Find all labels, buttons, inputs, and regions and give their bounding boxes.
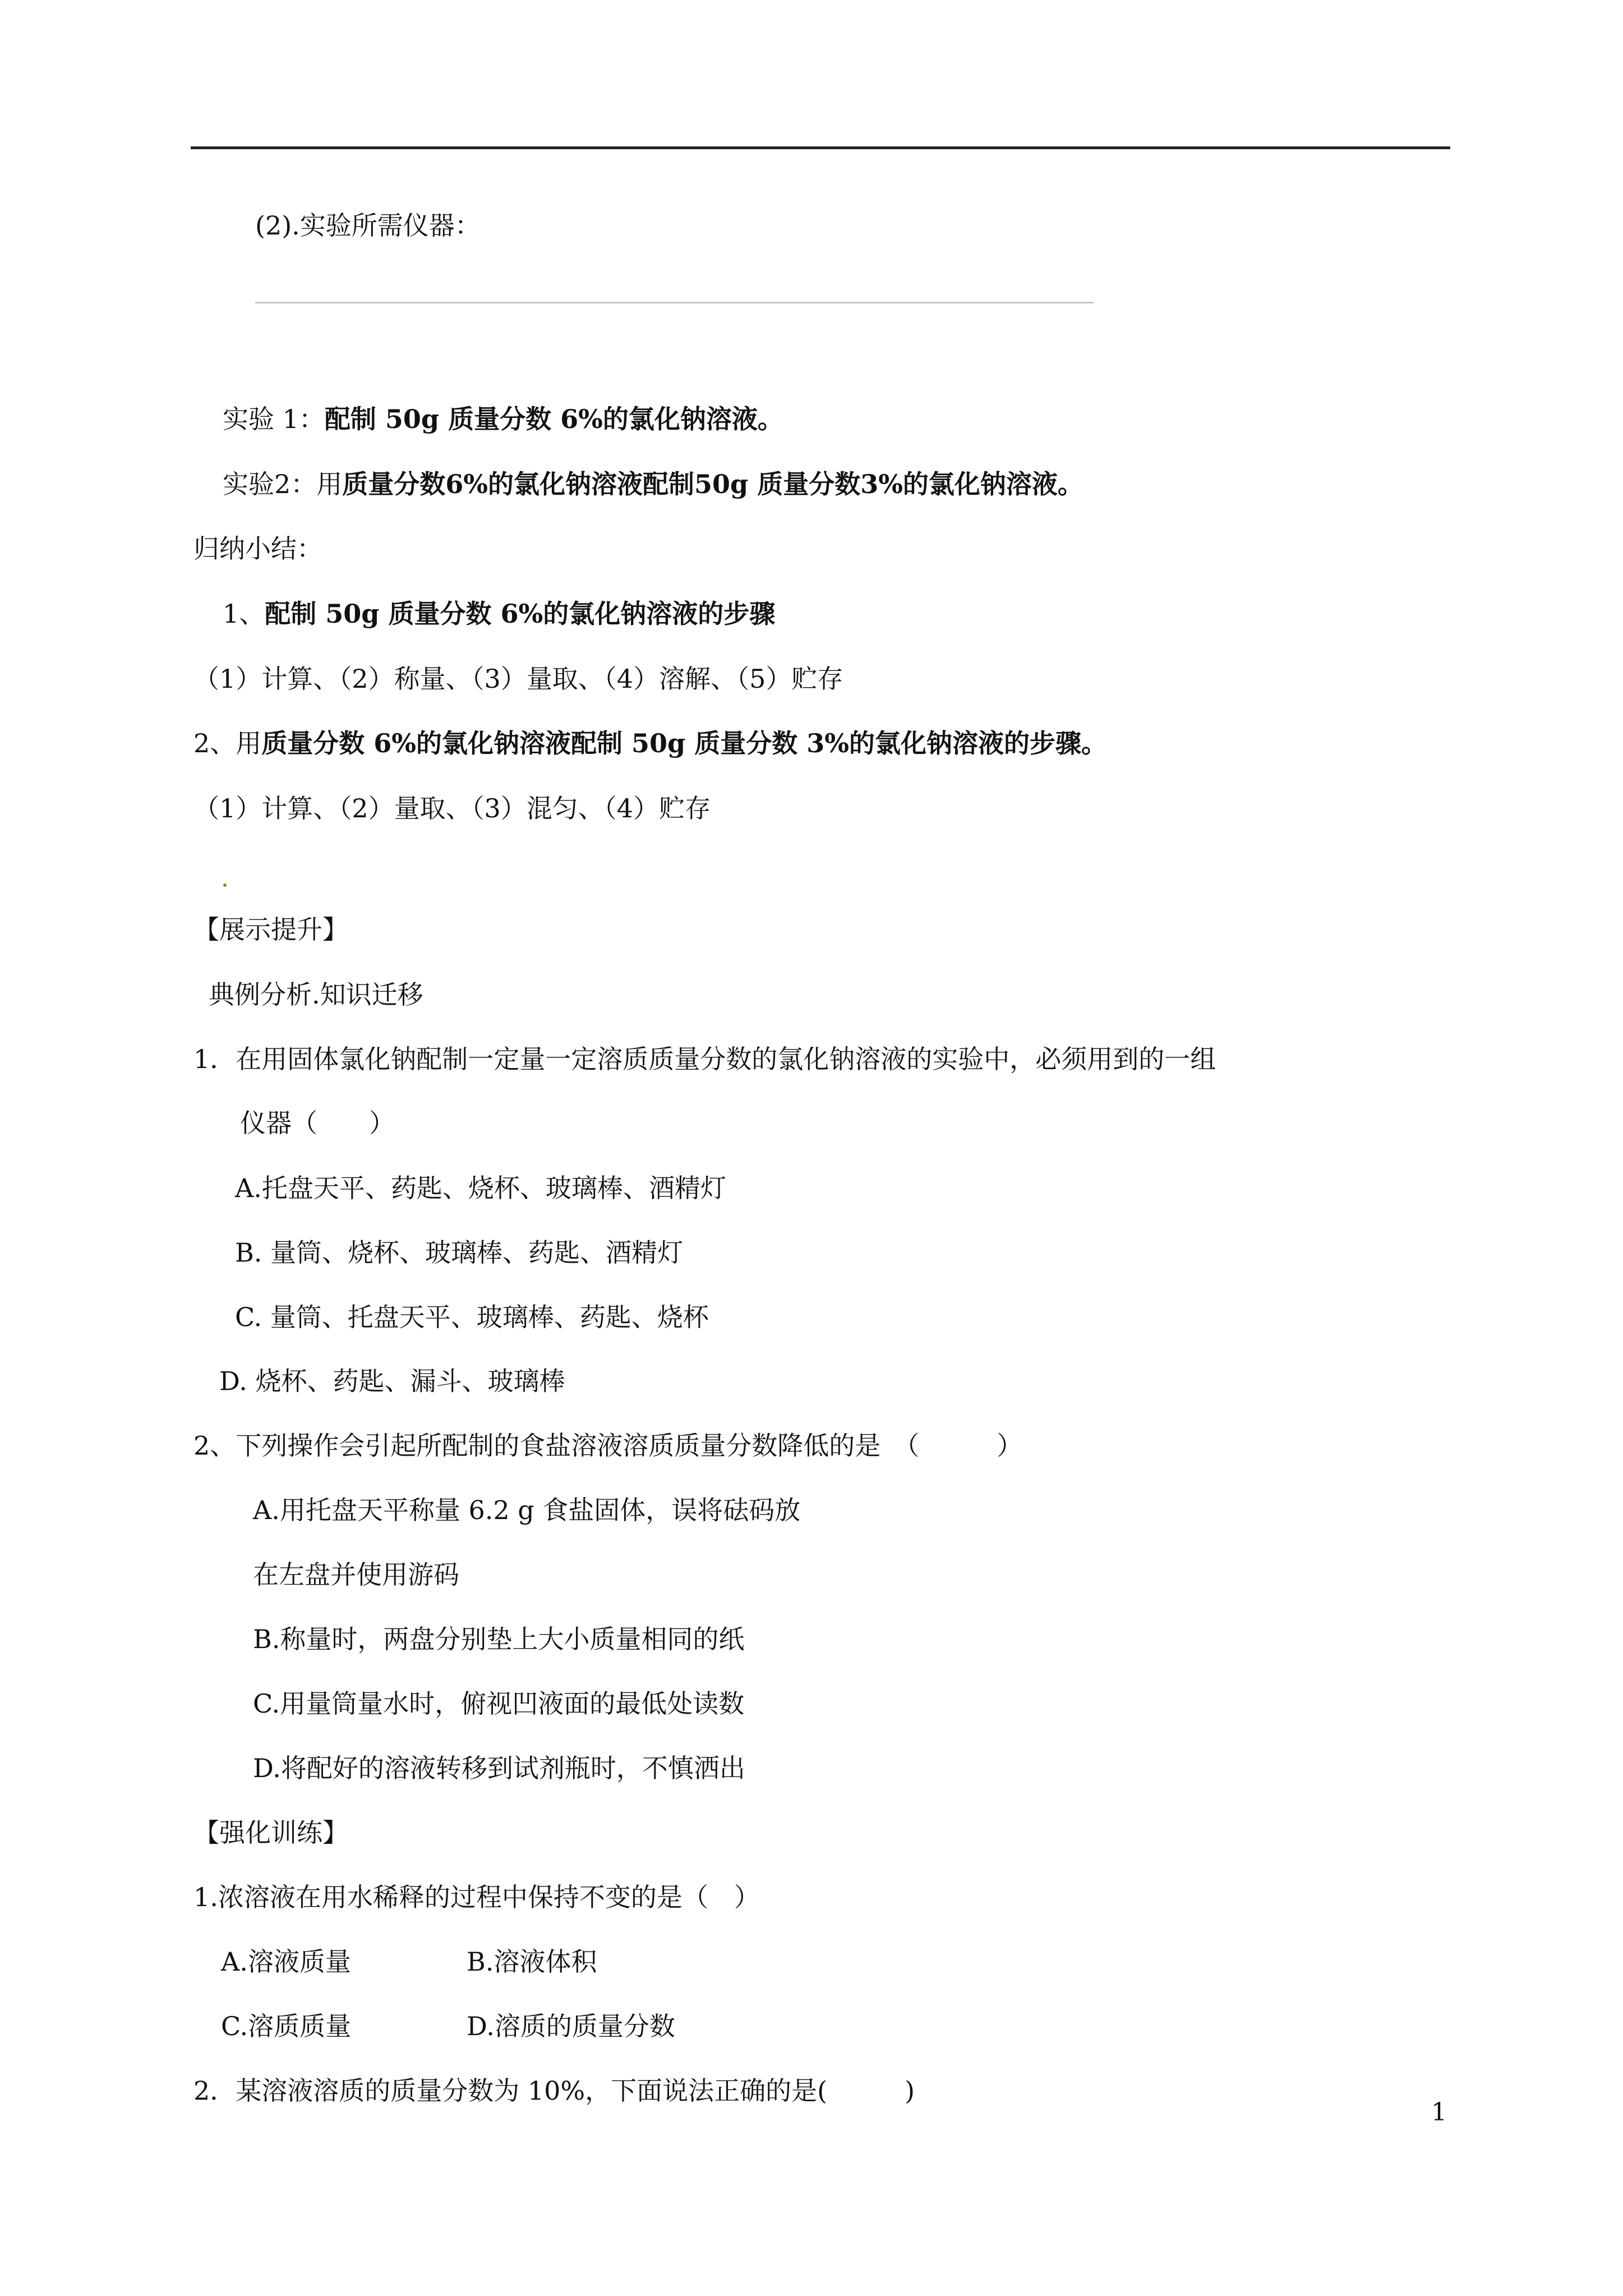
experiment-2 <box>223 467 1083 501</box>
question-1-line-1: 1．在用固体氯化钠配制一定量一定溶质质量分数的氯化钠溶液的实验中，必须用到的一组 <box>193 1044 1216 1074</box>
instruments-heading: (2).实验所需仪器： <box>255 210 481 241</box>
question-1-option-b: B. 量筒、烧杯、玻璃棒、药匙、酒精灯 <box>235 1237 684 1268</box>
question-2-option-c: C.用量筒量水时，俯视凹液面的最低处读数 <box>253 1688 745 1719</box>
summary-1-number: 1、 <box>223 599 265 629</box>
answer-blank-line <box>255 302 1094 303</box>
summary-2-text: 质量分数 6%的氯化钠溶液配制 50g 质量分数 3%的氯化钠溶液的步骤。 <box>261 728 1107 758</box>
header-rule <box>191 146 1450 149</box>
training-1-option-a: A.溶液质量 <box>221 1947 351 1977</box>
question-2-option-a-line-1: A.用托盘天平称量 6.2 g 食盐固体，误将砝码放 <box>253 1495 801 1525</box>
summary-1-steps: （1）计算、（2）称量、（3）量取、（4）溶解、（5）贮存 <box>193 664 843 694</box>
question-2-stem: 2、下列操作会引起所配制的食盐溶液溶质质量分数降低的是 （ ） <box>193 1430 1023 1461</box>
training-1-option-c: C.溶质质量 <box>221 2011 352 2041</box>
training-1-option-d: D.溶质的质量分数 <box>467 2011 675 2041</box>
experiment-2-label: 实验2：用 <box>223 469 343 499</box>
question-2-option-b: B.称量时，两盘分别垫上大小质量相同的纸 <box>253 1624 745 1654</box>
summary-1-text: 配制 50g 质量分数 6%的氯化钠溶液的步骤 <box>265 599 776 629</box>
training-2-stem: 2．某溶液溶质的质量分数为 10%，下面说法正确的是( ) <box>193 2076 915 2106</box>
section-show-heading: 【展示提升】 <box>193 914 348 945</box>
question-1-option-d: D. 烧杯、药匙、漏斗、玻璃棒 <box>219 1366 565 1396</box>
summary-2-number: 2、用 <box>193 728 262 758</box>
training-1-stem: 1.浓溶液在用水稀释的过程中保持不变的是（ ） <box>193 1882 760 1912</box>
experiment-2-text: 质量分数6%的氯化钠溶液配制50g 质量分数3%的氯化钠溶液。 <box>342 469 1083 499</box>
experiment-1-text: 配制 50g 质量分数 6%的氯化钠溶液。 <box>324 404 783 434</box>
question-1-option-c: C. 量筒、托盘天平、玻璃棒、药匙、烧杯 <box>235 1302 709 1332</box>
training-1-option-b: B.溶液体积 <box>467 1947 597 1977</box>
question-2-option-a-line-2: 在左盘并使用游码 <box>253 1559 459 1590</box>
stray-dot <box>223 884 227 887</box>
summary-1-title <box>223 597 775 631</box>
summary-2-title <box>193 726 1107 760</box>
page-number: 1 <box>1431 2098 1447 2127</box>
question-2-option-d: D.将配好的溶液转移到试剂瓶时，不慎洒出 <box>253 1753 745 1783</box>
experiment-1-label: 实验 1： <box>223 404 325 434</box>
question-1-line-2: 仪器（ ） <box>240 1108 395 1138</box>
experiment-1 <box>223 402 783 436</box>
summary-title: 归纳小结： <box>193 533 322 564</box>
summary-2-steps: （1）计算、（2）量取、（3）混匀、（4）贮存 <box>193 793 711 823</box>
typical-examples-heading: 典例分析.知识迁移 <box>209 979 423 1010</box>
question-1-option-a: A.托盘天平、药匙、烧杯、玻璃棒、酒精灯 <box>235 1173 726 1203</box>
section-train-heading: 【强化训练】 <box>193 1818 348 1848</box>
